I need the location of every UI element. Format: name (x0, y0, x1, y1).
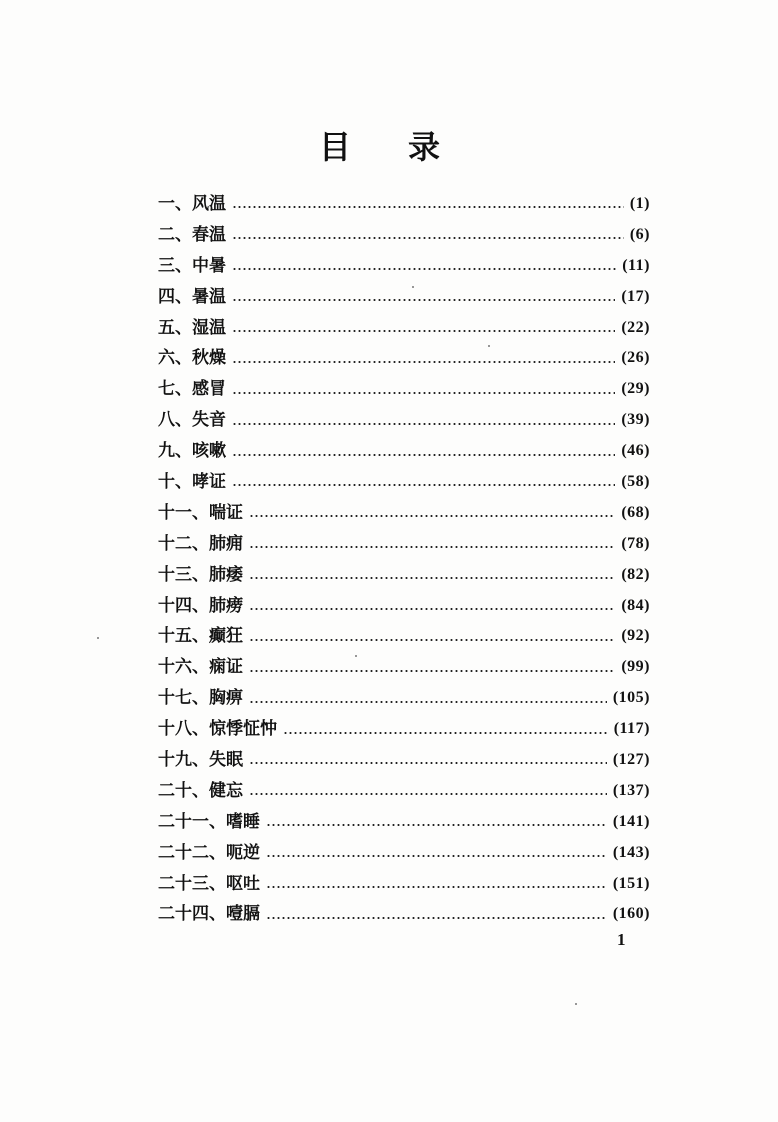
toc-entry-label: 十五、癫狂 (158, 626, 243, 647)
toc-entry-page: (26) (621, 349, 650, 367)
toc-leader-dots (232, 454, 615, 456)
toc-entry[interactable] (158, 374, 650, 405)
toc-leader-dots (266, 886, 607, 888)
toc-entry-page: (151) (612, 874, 650, 892)
toc-entry-label: 十九、失眠 (158, 750, 243, 771)
toc-leader-dots (232, 330, 615, 332)
toc-entry-page: (143) (612, 843, 650, 861)
toc-entry[interactable] (158, 621, 650, 652)
toc-entry-label: 二十三、呕吐 (158, 873, 260, 894)
toc-entry[interactable] (158, 776, 650, 807)
toc-entry[interactable] (158, 405, 650, 436)
toc-entry-page: (29) (621, 380, 650, 398)
toc-leader-dots (249, 670, 615, 672)
scan-speck (97, 637, 99, 639)
toc-entry[interactable] (158, 251, 650, 282)
toc-entry-page: (11) (622, 256, 650, 274)
toc-entry[interactable] (158, 899, 650, 930)
toc-entry-label: 三、中暑 (158, 255, 226, 276)
toc-entry-label: 十二、肺痈 (158, 533, 243, 554)
toc-leader-dots (232, 423, 615, 425)
toc-leader-dots (266, 917, 607, 919)
toc-entry-page: (1) (629, 195, 650, 212)
title-char-2: 录 (408, 128, 441, 166)
title-char-1: 目 (319, 128, 352, 166)
toc-entry[interactable] (158, 745, 650, 776)
toc-leader-dots (249, 639, 615, 641)
toc-leader-dots (249, 793, 607, 795)
toc-entry[interactable] (158, 652, 650, 683)
toc-entry-page: (84) (621, 596, 650, 614)
toc-entry-label: 十一、喘证 (158, 502, 243, 523)
toc-leader-dots (249, 546, 615, 548)
toc-entry-page: (117) (613, 720, 650, 738)
toc-entry-page: (160) (612, 905, 650, 923)
toc-entry-page: (127) (612, 751, 650, 769)
toc-entry[interactable] (158, 282, 650, 313)
toc-entry[interactable] (158, 591, 650, 622)
page-number: 1 (617, 930, 626, 949)
toc-entry-page: (17) (621, 287, 650, 305)
toc-entry-label: 十、哮证 (158, 472, 226, 493)
toc-entry-label: 十八、惊悸怔忡 (158, 719, 277, 740)
toc-entry-label: 四、暑温 (158, 286, 226, 307)
scan-speck (488, 345, 490, 347)
toc-entry[interactable] (158, 807, 650, 838)
toc-leader-dots (232, 299, 615, 301)
toc-entry-label: 十六、痫证 (158, 657, 243, 678)
toc-entry-page: (78) (621, 534, 650, 552)
toc-entry[interactable] (158, 313, 650, 344)
toc-entry[interactable] (158, 498, 650, 529)
toc-entry-label: 一、风温 (158, 194, 226, 214)
toc-entry[interactable] (158, 220, 650, 251)
toc-entry-label: 九、咳嗽 (158, 441, 226, 462)
toc-leader-dots (249, 515, 615, 517)
toc-entry-label: 二、春温 (158, 224, 226, 245)
toc-entry-page: (105) (612, 689, 650, 707)
scan-speck (575, 1003, 577, 1005)
toc-entry-label: 五、湿温 (158, 317, 226, 338)
toc-entry-label: 二十、健忘 (158, 780, 243, 801)
toc-entry-page: (82) (621, 565, 650, 583)
scan-speck (412, 286, 414, 288)
toc-leader-dots (249, 762, 607, 764)
toc-leader-dots (232, 392, 615, 394)
toc-entry-page: (58) (621, 473, 650, 491)
toc-leader-dots (266, 855, 607, 857)
scan-speck (355, 655, 357, 657)
toc-leader-dots (249, 577, 615, 579)
toc-entry[interactable] (158, 529, 650, 560)
toc-entry-label: 七、感冒 (158, 379, 226, 400)
toc-entry-page: (99) (621, 658, 650, 676)
toc-entry-label: 十七、胸痹 (158, 688, 243, 709)
table-of-contents (158, 189, 650, 930)
toc-entry-page: (6) (629, 225, 650, 243)
toc-entry[interactable] (158, 714, 650, 745)
toc-entry-page: (137) (612, 781, 650, 799)
toc-leader-dots (266, 824, 607, 826)
toc-leader-dots (232, 361, 615, 363)
toc-entry[interactable] (158, 436, 650, 467)
toc-entry[interactable] (158, 467, 650, 498)
toc-entry-label: 十四、肺痨 (158, 595, 243, 616)
toc-leader-dots (249, 608, 615, 610)
toc-leader-dots (232, 268, 616, 270)
toc-entry-page: (46) (621, 442, 650, 460)
toc-entry[interactable] (158, 343, 650, 374)
toc-leader-dots (232, 237, 624, 239)
toc-entry-label: 八、失音 (158, 410, 226, 431)
toc-entry-page: (92) (621, 627, 650, 645)
toc-entry[interactable] (158, 869, 650, 900)
toc-entry-label: 十三、肺痿 (158, 564, 243, 585)
toc-entry[interactable] (158, 189, 650, 220)
toc-entry[interactable] (158, 683, 650, 714)
toc-entry[interactable] (158, 560, 650, 591)
toc-entry-page: (68) (621, 503, 650, 521)
toc-entry-label: 二十二、呃逆 (158, 842, 260, 863)
toc-leader-dots (232, 484, 615, 486)
toc-entry-label: 六、秋燥 (158, 348, 226, 369)
toc-entry-label: 二十四、噎膈 (158, 904, 260, 925)
toc-entry-page: (141) (612, 812, 650, 830)
toc-leader-dots (232, 206, 624, 208)
toc-entry[interactable] (158, 838, 650, 869)
toc-leader-dots (249, 701, 607, 703)
toc-leader-dots (283, 732, 608, 734)
toc-entry-page: (39) (621, 411, 650, 429)
toc-entry-label: 二十一、嗜睡 (158, 811, 260, 832)
toc-entry-page: (22) (621, 318, 650, 336)
